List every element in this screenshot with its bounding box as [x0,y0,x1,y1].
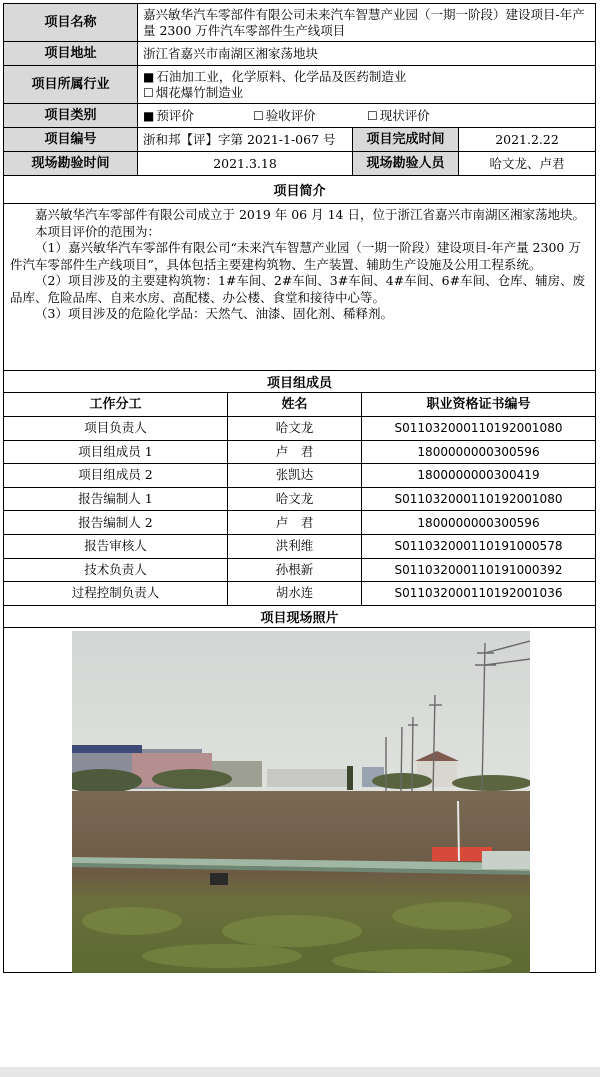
member-name: 卢 君 [228,441,362,464]
member-name: 胡水连 [228,582,362,605]
project-name-value: 嘉兴敏华汽车零部件有限公司未来汽车智慧产业园（一期一阶段）建设项目-年产量 2300 万件汽车零部件生产线项目 [143,6,585,38]
intro-paragraph: （3）项目涉及的危险化学品：天然气、油漆、固化剂、稀释剂。 [35,306,393,321]
member-name: 孙根新 [228,559,362,582]
member-name: 张凯达 [228,464,362,487]
category-label: 项目类别 [4,104,138,127]
intro-body [4,204,595,371]
member-cert: S011032000110191000578 [394,539,563,554]
row-location [4,42,595,66]
member-cert: 1800000000300419 [417,468,540,483]
category-option-label: 预评价 [156,107,194,123]
location-value: 浙江省嘉兴市南湖区湘家荡地块 [143,45,319,61]
industry-option-petrochemical [143,69,406,85]
row-number [4,128,595,152]
category-option-label: 现状评价 [379,107,430,123]
project-name-label: 项目名称 [4,4,138,41]
number-label: 项目编号 [4,128,138,151]
member-role: 报告审核人 [4,535,228,558]
checked-box-icon: ■ [143,69,155,84]
category-option-status [362,104,595,127]
photo-title: 项目现场照片 [4,606,595,628]
members-title: 项目组成员 [4,371,595,393]
location-label: 项目地址 [4,42,138,65]
member-role: 项目负责人 [4,417,228,440]
member-role: 项目组成员 2 [4,464,228,487]
photo-area [4,628,595,971]
site-photo [72,631,530,973]
member-cert: 1800000000300596 [417,444,540,459]
unchecked-box-icon: ☐ [143,85,154,100]
row-project-name [4,4,595,42]
member-role: 报告编制人 1 [4,488,228,511]
survey-time-label: 现场勘验时间 [4,152,138,175]
member-cert: 1800000000300596 [417,515,540,530]
member-row [4,511,595,535]
category-option-pre [138,104,248,127]
completion-label: 项目完成时间 [353,128,459,151]
unchecked-box-icon: ☐ [367,108,378,123]
industry-option-label: 石油加工业，化学原料、化学品及医药制造业 [156,68,407,84]
member-name: 卢 君 [228,511,362,534]
member-row [4,488,595,512]
number-value: 浙和邦【评】字第 2021-1-067 号 [138,128,353,151]
member-cert: S011032000110192001080 [394,421,563,436]
industry-option-label: 烟花爆竹制造业 [155,84,244,100]
checked-box-icon: ■ [143,108,155,123]
member-role: 报告编制人 2 [4,511,228,534]
member-row [4,417,595,441]
industry-value [138,66,595,103]
intro-paragraph: 嘉兴敏华汽车零部件有限公司成立于 2019 年 06 月 14 日，位于浙江省嘉兴市南湖区湘家荡地块。 [35,207,585,222]
intro-title: 项目简介 [4,176,595,204]
members-header-row [4,393,595,417]
member-name: 哈文龙 [228,417,362,440]
category-option-label: 验收评价 [265,107,316,123]
survey-people-label: 现场勘验人员 [353,152,459,175]
intro-paragraph: （2）项目涉及的主要建构筑物：1#车间、2#车间、3#车间、4#车间、6#车间、仓库、辅房、废品库、危险品库、自来水房、高配楼、办公楼、食堂和接待中心等。 [10,273,586,305]
intro-paragraph: （1）嘉兴敏华汽车零部件有限公司“未来汽车智慧产业园（一期一阶段）建设项目-年产量 2300 万件汽车零部件生产线项目”，具体包括主要建构筑物、生产装置、辅助生产设施及公用工程系统。 [10,240,581,272]
member-role: 项目组成员 1 [4,441,228,464]
member-row [4,559,595,583]
unchecked-box-icon: ☐ [253,108,264,123]
survey-people-value: 哈文龙、卢君 [489,155,565,171]
member-cert: S011032000110192001080 [394,492,563,507]
category-option-acceptance [248,104,362,127]
project-info-sheet [3,3,596,973]
header-cert: 职业资格证书编号 [426,396,531,412]
survey-time-value: 2021.3.18 [138,152,353,175]
member-cert: S011032000110192001036 [394,586,563,601]
header-name: 姓名 [228,393,362,416]
member-row [4,441,595,465]
member-row [4,464,595,488]
member-row [4,582,595,606]
member-name: 洪利维 [228,535,362,558]
industry-option-fireworks [143,85,243,101]
member-role: 过程控制负责人 [4,582,228,605]
member-name: 哈文龙 [228,488,362,511]
member-role: 技术负责人 [4,559,228,582]
row-category [4,104,595,128]
completion-value: 2021.2.22 [495,131,559,147]
bottom-bar [0,1067,600,1077]
intro-paragraph: 本项目评价的范围为： [35,223,161,239]
member-cert: S011032000110191000392 [394,562,563,577]
industry-label: 项目所属行业 [4,66,138,103]
header-role: 工作分工 [4,393,228,416]
row-survey [4,152,595,176]
row-industry [4,66,595,104]
member-row [4,535,595,559]
